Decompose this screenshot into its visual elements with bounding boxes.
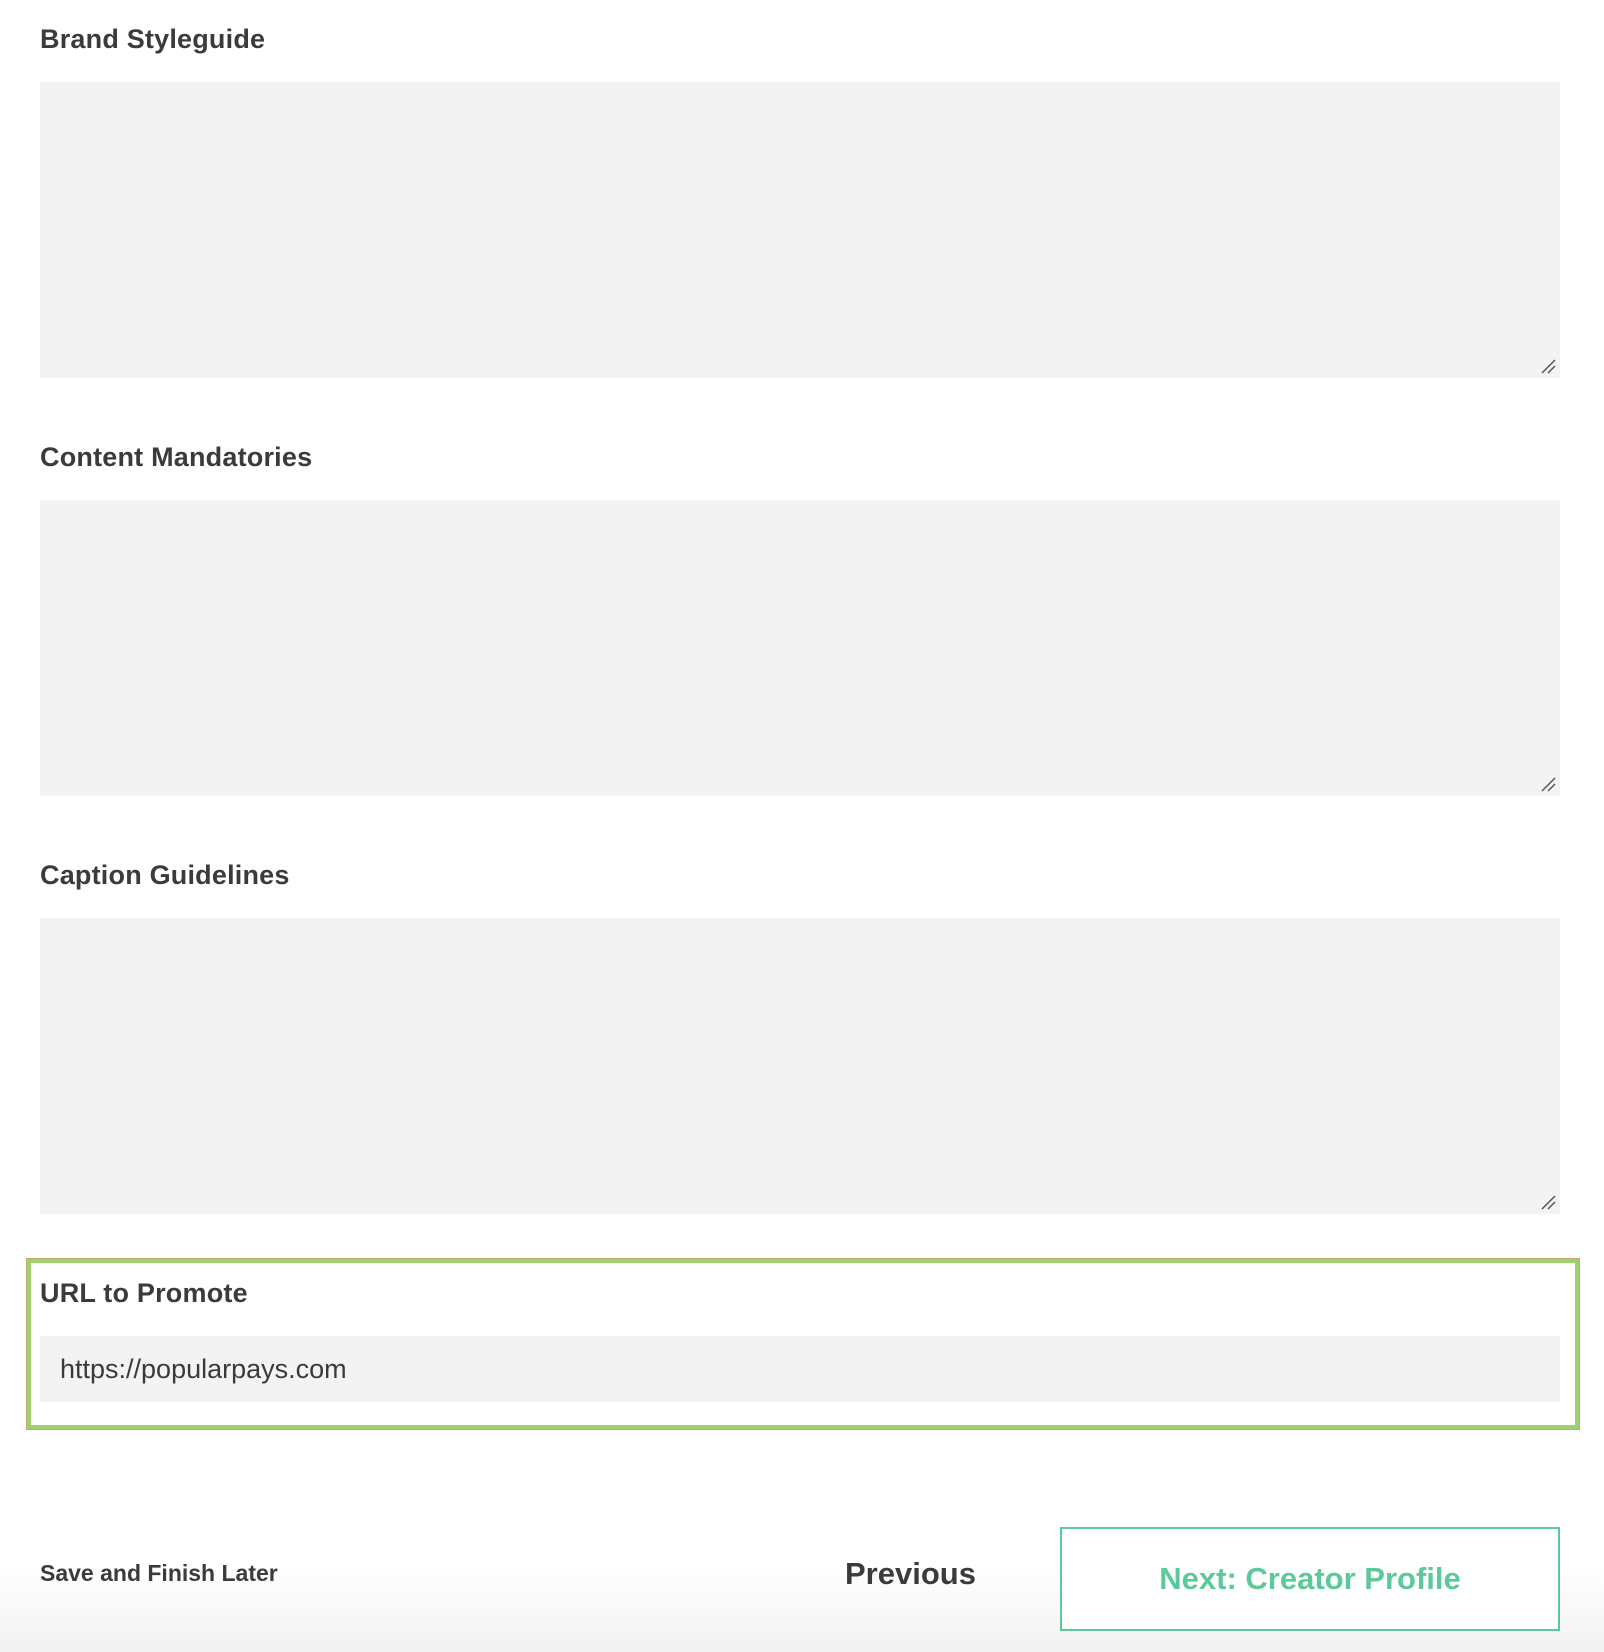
brand-styleguide-textarea[interactable] (40, 82, 1560, 378)
resize-grip-icon[interactable] (1540, 358, 1556, 374)
next-creator-profile-button[interactable] (1060, 1527, 1560, 1631)
url-to-promote-value: https://popularpays.com (60, 1353, 347, 1384)
url-to-promote-input[interactable] (40, 1336, 1560, 1402)
content-mandatories-label: Content Mandatories (40, 442, 313, 472)
caption-guidelines-label: Caption Guidelines (40, 860, 290, 890)
content-mandatories-textarea[interactable] (40, 500, 1560, 796)
resize-grip-icon[interactable] (1540, 776, 1556, 792)
save-and-finish-later-link[interactable]: Save and Finish Later (40, 1560, 278, 1586)
caption-guidelines-textarea[interactable] (40, 918, 1560, 1214)
previous-button[interactable]: Previous (845, 1556, 976, 1591)
url-to-promote-label: URL to Promote (40, 1278, 248, 1308)
brand-styleguide-label: Brand Styleguide (40, 24, 266, 54)
resize-grip-icon[interactable] (1540, 1194, 1556, 1210)
next-button-label: Next: Creator Profile (1159, 1561, 1461, 1596)
